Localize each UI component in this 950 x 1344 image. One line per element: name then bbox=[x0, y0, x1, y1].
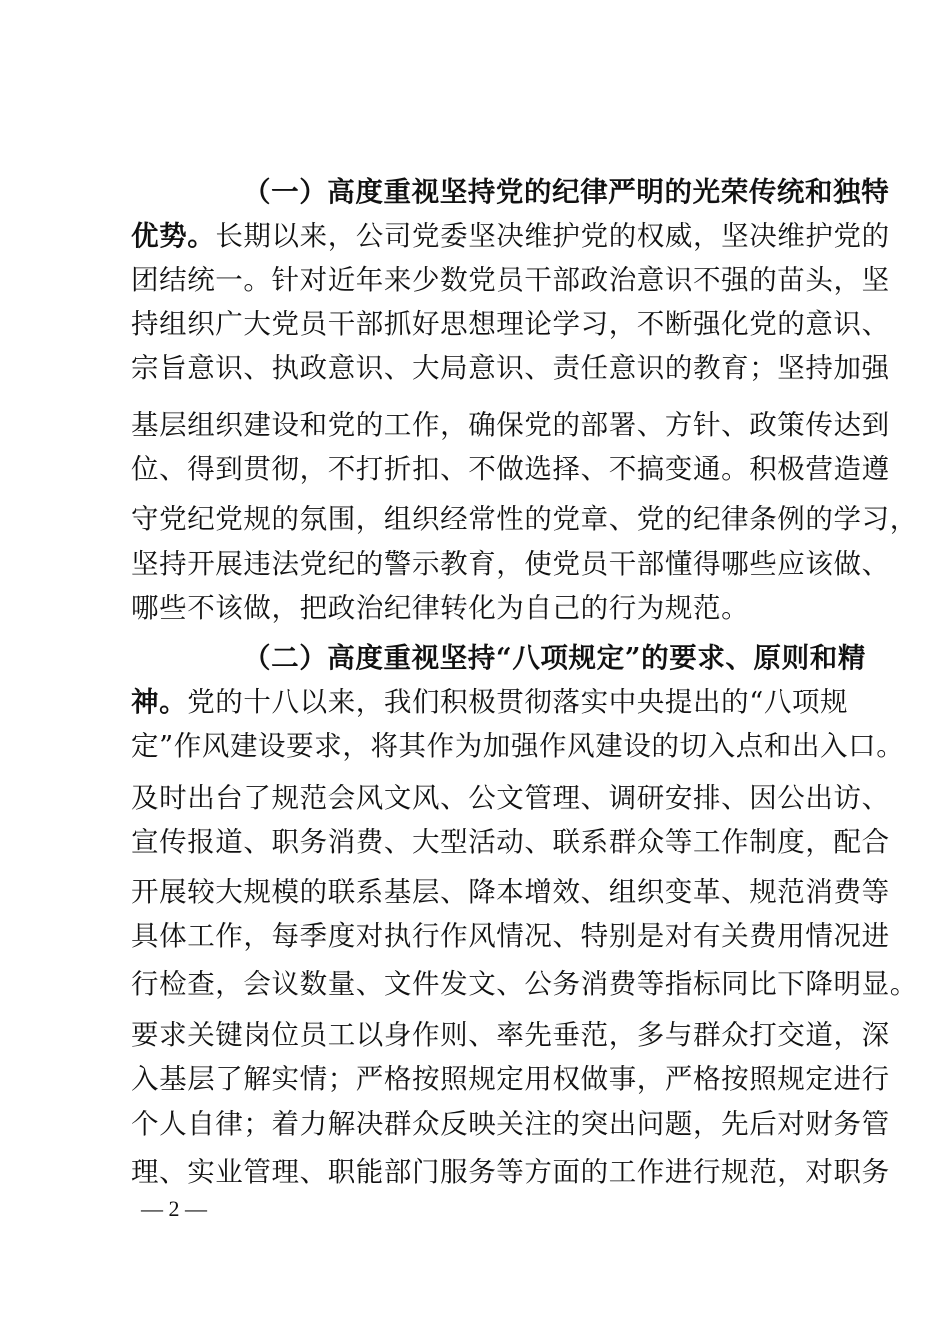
text-run: 要求关键岗位员工以身作则、率先垂范，多与群众打交道，深 bbox=[131, 1019, 890, 1051]
text-line bbox=[131, 1013, 890, 1057]
text-run: （一）高度重视坚持党的纪律严明的光荣传统和独特 bbox=[243, 176, 890, 208]
text-line bbox=[131, 346, 890, 390]
text-run: 守党纪党规的氛围，组织经常性的党章、党的纪律条例的学习， bbox=[131, 503, 918, 535]
text-run: 哪些不该做，把政治纪律转化为自己的行为规范。 bbox=[131, 592, 750, 624]
text-run: 团结统一。针对近年来少数党员干部政治意识不强的苗头，坚 bbox=[131, 264, 890, 296]
text-line bbox=[131, 1057, 890, 1101]
text-run: 理、实业管理、职能部门服务等方面的工作进行规范，对职务 bbox=[131, 1156, 890, 1188]
text-run: 持组织广大党员干部抓好思想理论学习，不断强化党的意识、 bbox=[131, 308, 890, 340]
text-line bbox=[131, 962, 918, 1006]
text-run: 基层组织建设和党的工作，确保党的部署、方针、政策传达到 bbox=[131, 409, 890, 441]
text-run: 行检查，会议数量、文件发文、公务消费等指标同比下降明显。 bbox=[131, 968, 918, 1000]
text-line bbox=[131, 258, 890, 302]
text-run: 党的十八以来，我们积极贯彻落实中央提出的“八项规 bbox=[187, 686, 849, 718]
text-line bbox=[131, 403, 890, 447]
text-run: 开展较大规模的联系基层、降本增效、组织变革、规范消费等 bbox=[131, 876, 890, 908]
text-line bbox=[131, 820, 890, 864]
text-run: 具体工作，每季度对执行作风情况、特别是对有关费用情况进 bbox=[131, 920, 890, 952]
text-line bbox=[243, 170, 943, 214]
text-line bbox=[131, 776, 890, 820]
text-line bbox=[131, 302, 890, 346]
text-line bbox=[131, 914, 890, 958]
text-run: 及时出台了规范会风文风、公文管理、调研安排、因公出访、 bbox=[131, 782, 890, 814]
text-run: 宣传报道、职务消费、大型活动、联系群众等工作制度，配合 bbox=[131, 826, 890, 858]
text-run: 坚持开展违法党纪的警示教育，使党员干部懂得哪些应该做、 bbox=[131, 548, 890, 580]
text-run: 个人自律；着力解决群众反映关注的突出问题，先后对财务管 bbox=[131, 1108, 890, 1140]
text-line bbox=[131, 214, 890, 258]
text-run: 优势。 bbox=[131, 220, 216, 252]
text-line bbox=[131, 586, 831, 630]
text-line bbox=[131, 542, 890, 586]
page-number: — 2 — bbox=[141, 1196, 207, 1221]
text-line bbox=[243, 636, 943, 680]
text-line bbox=[131, 497, 918, 541]
text-line bbox=[131, 1150, 890, 1194]
text-line bbox=[131, 1102, 890, 1146]
text-run: 入基层了解实情；严格按照规定用权做事，严格按照规定进行 bbox=[131, 1063, 890, 1095]
text-line bbox=[131, 680, 849, 724]
text-run: （二）高度重视坚持“八项规定”的要求、原则和精 bbox=[243, 642, 866, 674]
text-line bbox=[131, 447, 890, 491]
text-line bbox=[131, 870, 890, 914]
text-run: 位、得到贯彻，不打折扣、不做选择、不搞变通。积极营造遵 bbox=[131, 453, 890, 485]
text-run: 定”作风建设要求，将其作为加强作风建设的切入点和出入口。 bbox=[131, 730, 905, 762]
text-run: 宗旨意识、执政意识、大局意识、责任意识的教育；坚持加强 bbox=[131, 352, 890, 384]
text-run: 长期以来，公司党委坚决维护党的权威，坚决维护党的 bbox=[215, 220, 890, 252]
text-run: 神。 bbox=[131, 686, 188, 718]
text-line bbox=[131, 724, 905, 768]
